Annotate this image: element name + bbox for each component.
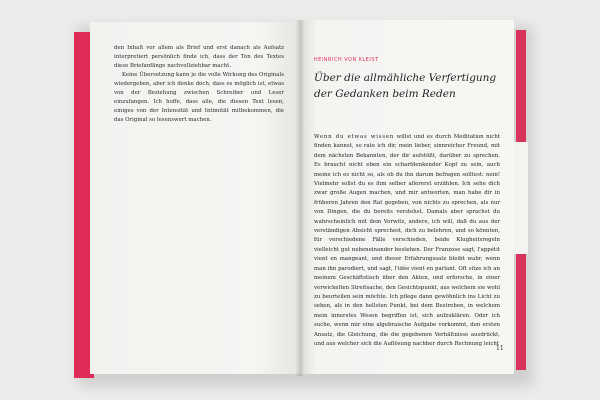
left-page-text [114, 44, 284, 125]
essay-paragraph [314, 133, 500, 349]
essay-title [314, 70, 504, 102]
left-page [90, 22, 300, 374]
right-page [300, 20, 514, 374]
opening-small-caps: Wenn du etwas wissen [314, 134, 395, 140]
author-name: HEINRICH VON KLEIST [314, 58, 379, 63]
left-paragraph-2: Keine Übersetzung kann je die volle Wirkung des Originals wiedergeben, aber ich denke doch, dass es möglich ist, etwas von der Beziehung zwischen Schreiber und Leser einzufangen. Ich hoffe, dass alle, die diesen Text lesen, einiges von der Intensität und Intimität mitbekommen, die das Original so lesenswert machen. [114, 72, 284, 123]
essay-body-text: willst und es durch Meditation nicht finden kannst, so rate ich dir, mein lieber, sinnreicher Freund, mit dem nächsten Bekannten, der dir aufstößt, darüber zu sprechen. Es braucht nicht eben ein scharfdenkender Kopf zu sein, auch meine ich es nicht so, als ob du ihn darum befragen solltest: nein! Vielmehr sollst du es ihm selber allererst erzählen. Ich sehe dich zwar große Augen machen, und mir antworten, man habe dir in früheren Jahren den Rat gegeben, von nichts zu sprechen, als nur von Dingen, die du bereits verstehst. Damals aber sprachst du wahrscheinlich mit dem Vorwitz, andere, ich will, daß du aus der verständigen Absicht sprechest, dich zu belehren, und so könnten, für verschiedene Fälle verschieden, beide Klugheitsregeln vielleicht gut nebeneinander bestehen. Der Franzose sagt, l'appétit vient en mangeant, und dieser Erfahrungssatz bleibt wahr, wenn man ihn parodiert, und sagt, l'idée vient en parlant. Oft sitze ich an meinem Geschäftstisch über den Akten, und erforsche, in einer verwickelten Streitsache, den Gesichtspunkt, aus welchem sie wohl zu beurteilen sein möchte. Ich pflege dann gewöhnlich ins Licht zu sehen, als in den hellsten Punkt, bei dem Bestreben, in welchem mein innerstes Wesen begriffen ist, sich aufzuklären. Oder ich suche, wenn mir eine algebraische Aufgabe vorkommt, den ersten Ansatz, die Gleichung, die die gegebenen Verhältnisse ausdrückt, und aus welcher sich die Auflösung nachher durch Rechnung leicht [314, 134, 500, 347]
left-paragraph-1: den Inhalt vor allem als Brief und erst danach als Aufsatz interpretiert persönlich finde ich, dass der Ton des Textes diese Briefanfänge nachvollziehbar macht. [114, 45, 284, 69]
essay-title-line-1: Über die allmähliche Verfertigung [314, 72, 497, 84]
page-number: 11 [496, 345, 504, 352]
book-gutter [296, 20, 304, 376]
essay-body [314, 133, 500, 349]
essay-title-line-2: der Gedanken beim Reden [314, 88, 456, 100]
